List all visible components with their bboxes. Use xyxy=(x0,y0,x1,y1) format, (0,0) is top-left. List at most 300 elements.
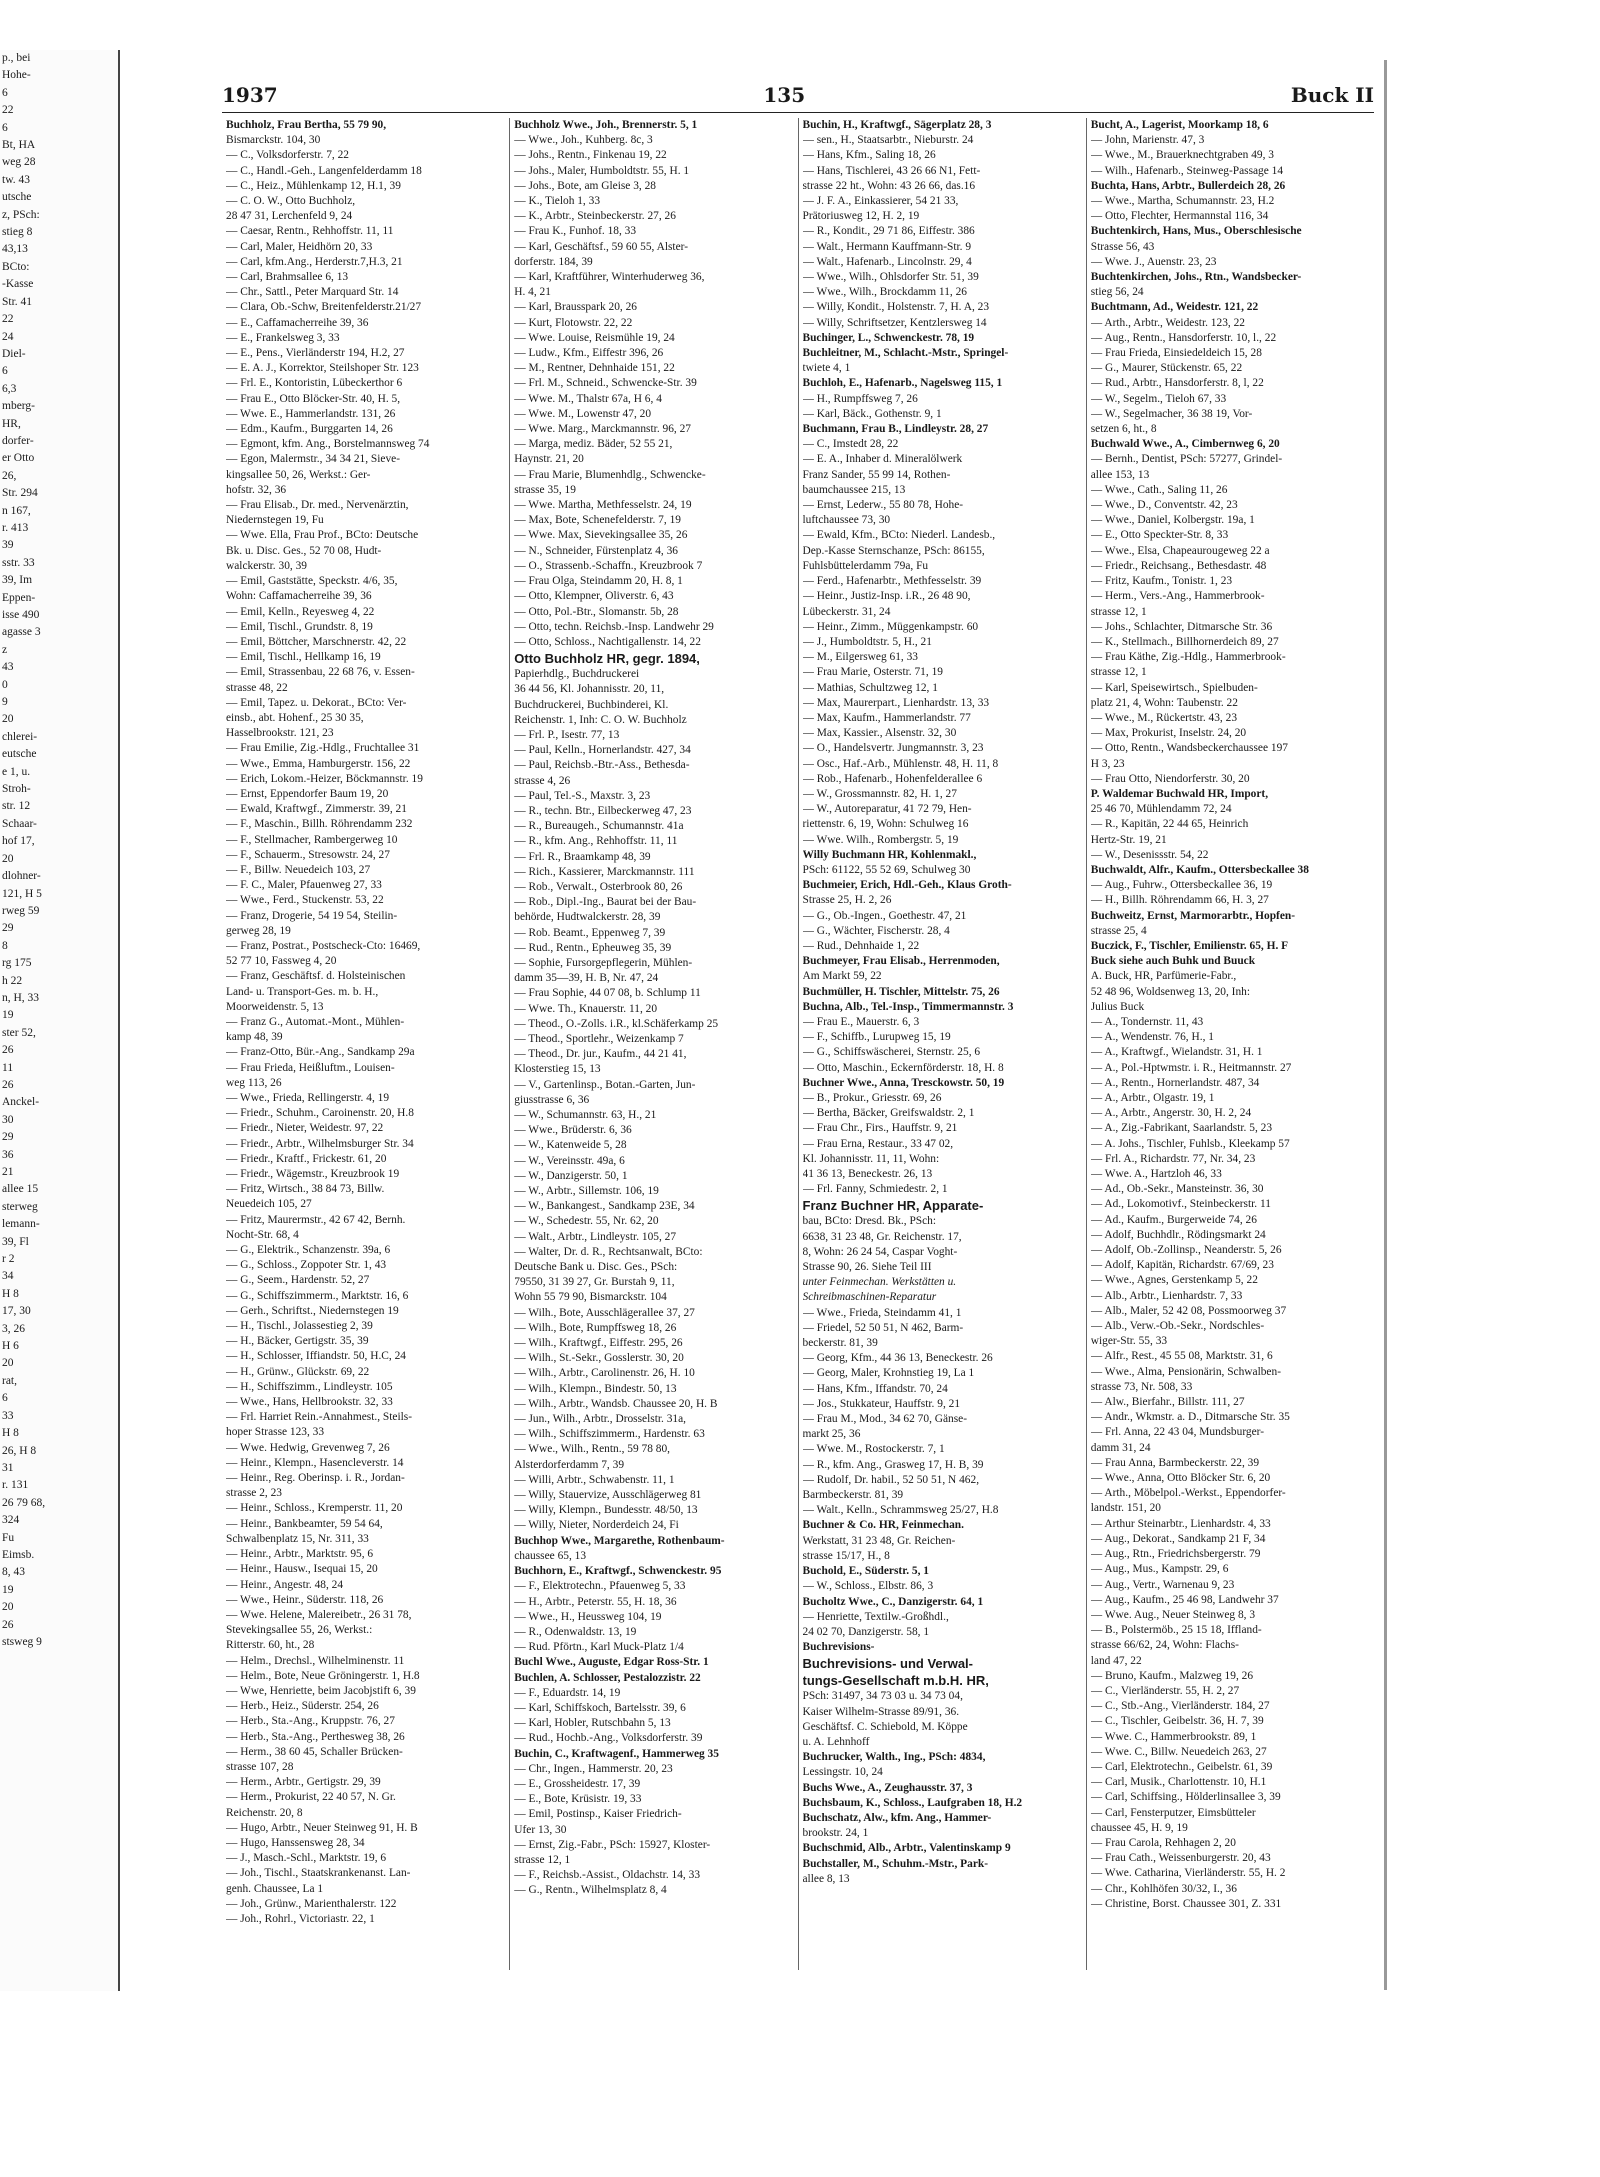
directory-entry: — Alb., Arbtr., Lienhardstr. 7, 33 xyxy=(1090,1289,1243,1302)
directory-entry: strasse 107, 28 xyxy=(226,1760,294,1773)
directory-entry: u. A. Lehnhoff xyxy=(802,1735,870,1748)
gutter-fragment: e 1, u. xyxy=(2,765,31,778)
directory-entry: — Carl, Maler, Heidhörn 20, 33 xyxy=(226,240,373,253)
directory-entry: — Carl, Brahmsallee 6, 13 xyxy=(226,271,349,284)
directory-entry: — Otto, techn. Reichsb.-Insp. Landwehr 29 xyxy=(514,620,714,633)
directory-entry: — Wwe. Martha, Methfesselstr. 24, 19 xyxy=(514,499,692,512)
directory-entry: — C. O. W., Otto Buchholz, xyxy=(226,195,356,208)
directory-entry: — Wilh., St.-Sekr., Gosslerstr. 30, 20 xyxy=(514,1352,684,1365)
directory-entry: — Wwe. J., Auenstr. 23, 23 xyxy=(1090,255,1217,268)
directory-entry: 28 47 31, Lerchenfeld 9, 24 xyxy=(226,210,353,223)
directory-entry: — V., Gartenlinsp., Botan.-Garten, Jun- xyxy=(514,1078,696,1091)
directory-entry: — Hans, Tischlerei, 43 26 66 N1, Fett- xyxy=(802,164,981,177)
directory-entry: — C., Volksdorferstr. 7, 22 xyxy=(226,149,349,162)
gutter-fragment: stsweg 9 xyxy=(2,1635,42,1648)
directory-entry: strasse 15/17, H., 8 xyxy=(802,1549,890,1562)
directory-entry: strasse 73, Nr. 508, 33 xyxy=(1090,1380,1193,1393)
directory-entry: strasse 66/62, 24, Wohn: Flachs- xyxy=(1090,1639,1239,1652)
directory-entry: setzen 6, ht., 8 xyxy=(1090,423,1157,436)
directory-entry: — Wwe., D., Conventstr. 42, 23 xyxy=(1090,499,1238,512)
gutter-fragment: mberg- xyxy=(2,400,36,413)
directory-entry: 6638, 31 23 48, Gr. Reichenstr. 17, xyxy=(802,1230,962,1243)
directory-entry: — Ad., Ob.-Sekr., Mansteinstr. 36, 30 xyxy=(1090,1183,1264,1196)
directory-entry: — Wwe., H., Heussweg 104, 19 xyxy=(514,1610,662,1623)
directory-entry: Buchner Wwe., Anna, Tresckowstr. 50, 19 xyxy=(802,1076,1005,1089)
directory-entry: — G., Schloss., Zoppoter Str. 1, 43 xyxy=(226,1259,387,1272)
directory-entry: Buchlen, A. Schlosser, Pestalozzistr. 22 xyxy=(514,1671,701,1684)
directory-entry: — G., Maurer, Stückenstr. 65, 22 xyxy=(1090,362,1243,375)
directory-entry: — Emil, Tapez. u. Dekorat., BCto: Ver- xyxy=(226,696,407,709)
directory-entry: bau, BCto: Dresd. Bk., PSch: xyxy=(802,1215,937,1228)
directory-entry: — Aug., Dekorat., Sandkamp 21 F, 34 xyxy=(1090,1532,1266,1545)
directory-entry: — Alb., Verw.-Ob.-Sekr., Nordschles- xyxy=(1090,1320,1265,1333)
directory-entry: — Ernst, Eppendorfer Baum 19, 20 xyxy=(226,787,389,800)
directory-entry: — Herb., Heiz., Süderstr. 254, 26 xyxy=(226,1700,379,1713)
gutter-fragment: n, H, 33 xyxy=(2,991,40,1004)
directory-entry: Papierhdlg., Buchdruckerei xyxy=(514,668,640,681)
directory-entry: — A., Kraftwgf., Wielandstr. 31, H. 1 xyxy=(1090,1046,1263,1059)
gutter-fragment: Eimsb. xyxy=(2,1548,35,1561)
directory-entry: — Egon, Malermstr., 34 34 21, Sieve- xyxy=(226,453,401,466)
directory-entry: Otto Buchholz HR, gegr. 1894, xyxy=(514,651,700,667)
directory-entry: — E. A. J., Korrektor, Steilshoper Str. 123 xyxy=(226,362,419,375)
directory-entry: Buchhorn, E., Kraftwgf., Schwenckestr. 95 xyxy=(514,1565,722,1578)
gutter-fragment: 31 xyxy=(2,1461,14,1474)
directory-entry: Dep.-Kasse Sternschanze, PSch: 86155, xyxy=(802,544,985,557)
directory-entry: — Wwe., Elsa, Chapeaurougeweg 22 a xyxy=(1090,544,1270,557)
directory-entry: — Ferd., Hafenarbtr., Methfesselstr. 39 xyxy=(802,575,982,588)
directory-entry: — Wwe., Wilh., Brockdamm 11, 26 xyxy=(802,286,967,299)
column-3 xyxy=(798,118,1086,1970)
directory-entry: Buchmüller, H. Tischler, Mittelstr. 75, 26 xyxy=(802,985,1000,998)
directory-entry: — W., Desenissstr. 54, 22 xyxy=(1090,848,1209,861)
directory-entry: — Theod., Dr. jur., Kaufm., 44 21 41, xyxy=(514,1048,687,1061)
directory-entry: — Erich, Lokom.-Heizer, Böckmannstr. 19 xyxy=(226,772,423,785)
directory-entry: — C., Imstedt 28, 22 xyxy=(802,438,899,451)
directory-entry: strasse 2, 23 xyxy=(226,1487,282,1500)
directory-entry: — Walt., Arbtr., Lindleystr. 105, 27 xyxy=(514,1230,677,1243)
directory-entry: — A., Rentn., Hornerlandstr. 487, 34 xyxy=(1090,1076,1260,1089)
directory-entry: — Wwe., Frieda, Steindamm 41, 1 xyxy=(802,1306,962,1319)
directory-entry: — Wwe., Wilh., Ohlsdorfer Str. 51, 39 xyxy=(802,271,979,284)
directory-entry: — Frau M., Mod., 34 62 70, Gänse- xyxy=(802,1413,968,1426)
directory-entry: — Frau Sophie, 44 07 08, b. Schlump 11 xyxy=(514,987,701,1000)
directory-entry: Am Markt 59, 22 xyxy=(802,970,882,983)
gutter-fragment: utsche xyxy=(2,191,32,204)
directory-entry: allee 8, 13 xyxy=(802,1872,850,1885)
directory-entry: Buchschmid, Alb., Arbtr., Valentinskamp 9 xyxy=(802,1842,1011,1855)
gutter-fragment: 20 xyxy=(2,852,14,865)
directory-entry: — Edm., Kaufm., Burggarten 14, 26 xyxy=(226,423,393,436)
directory-entry: — Adolf, Kapitän, Richardstr. 67/69, 23 xyxy=(1090,1259,1274,1272)
directory-entry: — Frl. R., Braamkamp 48, 39 xyxy=(514,850,651,863)
directory-entry: — Bertha, Bäcker, Greifswaldstr. 2, 1 xyxy=(802,1107,975,1120)
directory-entry: — Heinr., Zimm., Müggenkampstr. 60 xyxy=(802,620,979,633)
gutter-fragment: 6 xyxy=(2,121,8,134)
directory-entry: — F., Billw. Neuedeich 103, 27 xyxy=(226,863,371,876)
directory-entry: Buchs Wwe., A., Zeughausstr. 37, 3 xyxy=(802,1781,973,1794)
gutter-fragment: z xyxy=(2,643,8,656)
gutter-fragment: chlerei- xyxy=(2,730,38,743)
directory-entry: — Franz, Geschäftsf. d. Holsteinischen xyxy=(226,970,406,983)
directory-entry: giusstrasse 6, 36 xyxy=(514,1093,590,1106)
gutter-fragment: 19 xyxy=(2,1009,14,1022)
directory-entry: — F., Schiffb., Lurupweg 15, 19 xyxy=(802,1031,951,1044)
directory-entry: — R., Kondit., 29 71 86, Eiffestr. 386 xyxy=(802,225,975,238)
directory-entry: — Chr., Kohlhöfen 30/32, I., 36 xyxy=(1090,1882,1237,1895)
directory-entry: — Paul, Tel.-S., Maxstr. 3, 23 xyxy=(514,789,651,802)
directory-entry: — F., Maschin., Billh. Röhrendamm 232 xyxy=(226,818,413,831)
directory-entry: — Frau Elisab., Dr. med., Nervenärztin, xyxy=(226,499,409,512)
directory-entry: twiete 4, 1 xyxy=(802,362,851,375)
directory-entry: — C., Tischler, Geibelstr. 36, H. 7, 39 xyxy=(1090,1715,1264,1728)
directory-entry: Buchtmann, Ad., Weidestr. 121, 22 xyxy=(1090,301,1259,314)
directory-entry: — Emil, Postinsp., Kaiser Friedrich- xyxy=(514,1808,682,1821)
directory-entry: — Frl. Anna, 22 43 04, Mundsburger- xyxy=(1090,1426,1265,1439)
directory-entry: — Wwe., Frieda, Rellingerstr. 4, 19 xyxy=(226,1092,390,1104)
directory-entry: — Wwe, Henriette, beim Jacobjstift 6, 39 xyxy=(226,1684,416,1697)
directory-entry: — Wilh., Arbtr., Wandsb. Chaussee 20, H. B xyxy=(514,1397,718,1410)
directory-entry: — Wwe. M., Lowenstr 47, 20 xyxy=(514,407,652,420)
directory-entry: Buchmeier, Erich, Hdl.-Geh., Klaus Groth- xyxy=(802,879,1012,892)
directory-entry: — Friedr., Wägemstr., Kreuzbrook 19 xyxy=(226,1168,400,1181)
directory-entry: kamp 48, 39 xyxy=(226,1031,283,1044)
gutter-fragment: 6 xyxy=(2,86,8,99)
directory-entry: — Paul, Kelln., Hornerlandstr. 427, 34 xyxy=(514,744,691,757)
directory-entry: — Wwe. Wilh., Rombergstr. 5, 19 xyxy=(802,833,959,846)
directory-entry: hofstr. 32, 36 xyxy=(226,483,287,496)
directory-entry: — Heinr., Hausw., Isequai 15, 20 xyxy=(226,1563,378,1576)
directory-entry: strasse 48, 22 xyxy=(226,681,288,694)
directory-entry: Alsterdorferdamm 7, 39 xyxy=(514,1458,625,1471)
gutter-fragment: r. 131 xyxy=(2,1479,29,1492)
directory-entry: — Wilh., Schiffszimmerm., Hardenstr. 63 xyxy=(514,1428,705,1441)
directory-entry: — W., Schumannstr. 63, H., 21 xyxy=(514,1109,657,1121)
directory-entry: — Osc., Haf.-Arb., Mühlenstr. 48, H. 11, 8 xyxy=(802,757,999,770)
directory-entry: — Max, Prokurist, Inselstr. 24, 20 xyxy=(1090,727,1247,740)
gutter-fragment: 39, Fl xyxy=(2,1235,29,1248)
directory-entry: — Georg, Maler, Krohnstieg 19, La 1 xyxy=(802,1367,975,1380)
directory-entry: Strasse 56, 43 xyxy=(1090,240,1155,253)
directory-entry: — Wwe., Anna, Otto Blöcker Str. 6, 20 xyxy=(1090,1472,1271,1485)
directory-entry: — Wwe., Heinr., Süderstr. 118, 26 xyxy=(226,1593,384,1606)
gutter-fragment: r. 413 xyxy=(2,521,29,534)
directory-entry: — Karl, Brausspark 20, 26 xyxy=(514,301,637,314)
directory-entry: — Bernh., Dentist, PSch: 57277, Grindel- xyxy=(1090,453,1283,466)
directory-entry: — Friedr., Reichsang., Bethesdastr. 48 xyxy=(1090,559,1267,572)
directory-entry: — G., Schiffswäscherei, Sternstr. 25, 6 xyxy=(802,1046,981,1059)
gutter-fragment: Diel- xyxy=(2,347,26,360)
directory-entry: Prätoriusweg 12, H. 2, 19 xyxy=(802,210,920,223)
directory-entry: Buchrevisions- und Verwal- xyxy=(802,1656,973,1672)
directory-entry: — Fritz, Kaufm., Tonistr. 1, 23 xyxy=(1090,575,1233,588)
directory-entry: — M., Eilgersweg 61, 33 xyxy=(802,651,918,664)
directory-entry: — Wwe., Alma, Pensionärin, Schwalben- xyxy=(1090,1365,1281,1378)
directory-entry: — W., Segelmacher, 36 38 19, Vor- xyxy=(1090,407,1253,420)
directory-entry: — K., Stellmach., Billhornerdeich 89, 27 xyxy=(1090,635,1279,648)
directory-entry: — Frau Marie, Osterstr. 71, 19 xyxy=(802,666,943,679)
directory-entry: — Aug., Rentn., Hansdorferstr. 10, l., 22 xyxy=(1090,331,1277,344)
gutter-fragment: 6 xyxy=(2,1392,8,1405)
directory-entry: — Willy, Schriftsetzer, Kentzlersweg 14 xyxy=(802,316,987,329)
directory-entry: — Caesar, Rentn., Rehhoffstr. 11, 11 xyxy=(226,225,394,238)
directory-entry: — A. Johs., Tischler, Fuhlsb., Kleekamp 57 xyxy=(1090,1137,1290,1150)
directory-entry: — B., Prokur., Griesstr. 69, 26 xyxy=(802,1092,942,1104)
directory-entry: — Wwe., Martha, Schumannstr. 23, H.2 xyxy=(1090,195,1275,208)
gutter-fragment: rweg 59 xyxy=(2,904,40,917)
gutter-fragment: n 167, xyxy=(2,504,31,517)
directory-entry: — Arthur Steinarbtr., Lienhardstr. 4, 33 xyxy=(1090,1517,1271,1530)
directory-entry: strasse 12, 1 xyxy=(1090,666,1147,679)
directory-entry: — Frau Frieda, Heißluftm., Louisen- xyxy=(226,1061,395,1074)
directory-entry: — Walt., Kelln., Schrammsweg 25/27, H.8 xyxy=(802,1504,999,1517)
directory-entry: — Rud. Pförtn., Karl Muck-Platz 1/4 xyxy=(514,1641,684,1654)
directory-entry: — Heinr., Reg. Oberinsp. i. R., Jordan- xyxy=(226,1472,405,1485)
directory-entry: Buchmann, Frau B., Lindleystr. 28, 27 xyxy=(802,423,989,436)
directory-entry: — John, Marienstr. 47, 3 xyxy=(1090,134,1205,147)
directory-entry: 52 48 96, Woldsenweg 13, 20, Inh: xyxy=(1090,985,1251,998)
gutter-fragment: eutsche xyxy=(2,748,37,761)
directory-entry: Kaiser Wilhelm-Strasse 89/91, 36. xyxy=(802,1705,960,1718)
gutter-fragment: ster 52, xyxy=(2,1026,36,1039)
gutter-fragment: Eppen- xyxy=(2,591,36,604)
directory-entry: — Wwe. Ella, Frau Prof., BCto: Deutsche xyxy=(226,529,419,542)
directory-entry: — Franz, Postrat., Postscheck-Cto: 16469, xyxy=(226,939,421,952)
directory-entry: Willy Buchmann HR, Kohlenmakl., xyxy=(802,848,977,861)
gutter-fragment: dlohner- xyxy=(2,870,41,883)
gutter-fragment: h 22 xyxy=(2,974,23,987)
gutter-fragment: 6,3 xyxy=(2,382,17,395)
directory-entry: — Herm., 38 60 45, Schaller Brücken- xyxy=(226,1745,403,1758)
directory-entry: — Willy, Stauervize, Ausschlägerweg 81 xyxy=(514,1489,702,1502)
directory-entry: — E., Caffamacherreihe 39, 36 xyxy=(226,316,369,329)
gutter-fragment: agasse 3 xyxy=(2,626,41,639)
directory-entry: — Max, Kassier., Alsenstr. 32, 30 xyxy=(802,727,957,740)
directory-entry: — G., Ob.-Ingen., Goethestr. 47, 21 xyxy=(802,909,967,922)
directory-entry: — Frau Carola, Rehhagen 2, 20 xyxy=(1090,1836,1236,1849)
directory-entry: Buchwald Wwe., A., Cimbernweg 6, 20 xyxy=(1090,438,1280,451)
directory-entry: chaussee 45, H. 9, 19 xyxy=(1090,1821,1188,1834)
directory-entry: — Frl. P., Isestr. 77, 13 xyxy=(514,728,620,741)
directory-entry: — Mathias, Schultzweg 12, 1 xyxy=(802,681,938,694)
directory-entry: strasse 12, 1 xyxy=(1090,605,1147,618)
gutter-fragment: 39, Im xyxy=(2,574,33,587)
directory-entry: Klosterstieg 15, 13 xyxy=(514,1063,601,1076)
directory-entry: — J. F. A., Einkassierer, 54 21 33, xyxy=(802,195,959,208)
directory-entry: — Friedr., Kraftf., Frickestr. 61, 20 xyxy=(226,1152,387,1165)
directory-entry: — Frl. Harriet Rein.-Annahmest., Steils- xyxy=(226,1411,413,1424)
directory-entry: — Wilh., Hafenarb., Steinweg-Passage 14 xyxy=(1090,164,1284,177)
directory-entry: — Joh., Tischl., Staatskrankenanst. Lan- xyxy=(226,1867,411,1880)
directory-entry: — R., Bureaugeh., Schumannstr. 41a xyxy=(514,820,684,833)
directory-entry: — Friedr., Nieter, Weidestr. 97, 22 xyxy=(226,1122,384,1135)
directory-entry: — Frl. Fanny, Schmiedestr. 2, 1 xyxy=(802,1183,948,1196)
directory-entry: — Otto, Pol.-Btr., Slomanstr. 5b, 28 xyxy=(514,605,679,618)
directory-entry: — Helm., Drechsl., Wilhelminenstr. 11 xyxy=(226,1654,405,1667)
directory-entry: — Kurt, Flotowstr. 22, 22 xyxy=(514,316,633,329)
directory-entry: Lübeckerstr. 31, 24 xyxy=(802,605,891,618)
directory-entry: unter Feinmechan. Werkstätten u. xyxy=(802,1276,957,1289)
directory-entry: — Otto, Rentn., Wandsbeckerchaussee 197 xyxy=(1090,742,1288,755)
directory-entry: strasse 25, 4 xyxy=(1090,924,1147,937)
directory-entry: strasse 12, 1 xyxy=(514,1853,571,1866)
directory-entry: — Walt., Hafenarb., Lincolnstr. 29, 4 xyxy=(802,255,972,268)
directory-entry: — Frau Olga, Steindamm 20, H. 8, 1 xyxy=(514,575,683,588)
directory-entry: Hertz-Str. 19, 21 xyxy=(1090,833,1167,846)
directory-entry: — Christine, Borst. Chaussee 301, Z. 331 xyxy=(1090,1897,1282,1910)
directory-entry: platz 21, 4, Wohn: Taubenstr. 22 xyxy=(1090,696,1238,709)
directory-entry: — Wwe. Hedwig, Grevenweg 7, 26 xyxy=(226,1441,390,1454)
directory-entry: — H., Tischl., Jolassestieg 2, 39 xyxy=(226,1320,373,1333)
directory-entry: Buchner & Co. HR, Feinmechan. xyxy=(802,1519,964,1532)
directory-entry: Bucht, A., Lagerist, Moorkamp 18, 6 xyxy=(1090,119,1269,131)
directory-entry: — J., Humboldtstr. 5, H., 21 xyxy=(802,635,932,648)
directory-entry: strasse 35, 19 xyxy=(514,483,576,496)
directory-entry: — Carl, kfm.Ang., Herderstr.7,H.3, 21 xyxy=(226,255,403,268)
gutter-fragment: p., bei xyxy=(2,52,31,64)
directory-entry: — Adolf, Buchhdlr., Rödingsmarkt 24 xyxy=(1090,1228,1266,1241)
directory-entry: — Aug., Mus., Kampstr. 29, 6 xyxy=(1090,1563,1229,1576)
directory-entry: — Wwe. M., Rostockerstr. 7, 1 xyxy=(802,1443,945,1456)
gutter-fragment: tw. 43 xyxy=(2,173,31,186)
directory-entry: — F. C., Maler, Pfauenweg 27, 33 xyxy=(226,879,382,892)
directory-entry: — Otto, Schloss., Nachtigallenstr. 14, 22 xyxy=(514,635,701,648)
directory-entry: Hasselbrookstr. 121, 23 xyxy=(226,727,334,740)
directory-entry: — Arth., Möbelpol.-Werkst., Eppendorfer- xyxy=(1090,1487,1286,1500)
directory-entry: einsb., abt. Hohenf., 25 30 35, xyxy=(226,711,364,724)
directory-entry: — Wwe., M., Brauerknechtgraben 49, 3 xyxy=(1090,149,1275,162)
gutter-fragment: Schaar- xyxy=(2,817,37,830)
directory-entry: — W., Grossmannstr. 82, H. 1, 27 xyxy=(802,787,957,800)
gutter-fragment: 20 xyxy=(2,1357,14,1370)
directory-entry: Wohn: Caffamacherreihe 39, 36 xyxy=(226,590,372,603)
directory-entry: — Sophie, Fursorgepflegerin, Mühlen- xyxy=(514,956,693,969)
directory-entry: Bk. u. Disc. Ges., 52 70 08, Hudt- xyxy=(226,544,382,557)
directory-entry: — Frau Anna, Barmbeckerstr. 22, 39 xyxy=(1090,1456,1260,1469)
directory-entry: Buchstaller, M., Schuhm.-Mstr., Park- xyxy=(802,1857,989,1870)
directory-entry: — Rob., Dipl.-Ing., Baurat bei der Bau- xyxy=(514,896,697,909)
directory-entry: — B., Polstermöb., 25 15 18, Iffland- xyxy=(1090,1624,1262,1637)
gutter-fragment: 11 xyxy=(2,1061,14,1074)
gutter-fragment: r 2 xyxy=(2,1253,15,1266)
gutter-fragment: rg 175 xyxy=(2,957,32,970)
directory-entry: — Ad., Lokomotivf., Steinbeckerstr. 11 xyxy=(1090,1198,1271,1211)
directory-entry: Neuedeich 105, 27 xyxy=(226,1198,312,1211)
directory-entry: — Willi, Arbtr., Schwabenstr. 11, 1 xyxy=(514,1473,675,1486)
gutter-fragment: 36 xyxy=(2,1148,14,1161)
directory-entry: — Frau Marie, Blumenhdlg., Schwencke- xyxy=(514,468,706,481)
directory-entry: — Willy, Nieter, Norderdeich 24, Fi xyxy=(514,1519,679,1532)
directory-entry: — Herb., Sta.-Ang., Perthesweg 38, 26 xyxy=(226,1730,405,1743)
directory-entry: — F., Schauerm., Stresowstr. 24, 27 xyxy=(226,848,390,861)
directory-entry: — M., Rentner, Dehnhaide 151, 22 xyxy=(514,362,675,375)
directory-entry: — Rich., Kassierer, Marckmannstr. 111 xyxy=(514,865,695,878)
directory-entry: — Karl, Bäck., Gothenstr. 9, 1 xyxy=(802,407,942,420)
gutter-fragment: -Kasse xyxy=(2,278,34,291)
directory-entry: — Franz-Otto, Bür.-Ang., Sandkamp 29a xyxy=(226,1046,415,1059)
directory-entry: — Wwe., M., Rückertstr. 43, 23 xyxy=(1090,711,1238,724)
directory-entry: strasse 4, 26 xyxy=(514,774,571,787)
directory-entry: — Heinr., Angestr. 48, 24 xyxy=(226,1578,344,1591)
directory-entry: Buchta, Hans, Arbtr., Bullerdeich 28, 26 xyxy=(1090,179,1286,192)
directory-entry: Buczick, F., Tischler, Emilienstr. 65, H. F xyxy=(1090,939,1289,952)
directory-entry: — Carl, Elektrotechn., Geibelstr. 61, 39 xyxy=(1090,1760,1273,1773)
directory-entry: Buchmeyer, Frau Elisab., Herrenmoden, xyxy=(802,955,1000,968)
directory-entry: — Hugo, Arbtr., Neuer Steinweg 91, H. B xyxy=(226,1821,418,1834)
directory-entry: — Carl, Schiffsing., Hölderlinsallee 3, 39 xyxy=(1090,1791,1281,1804)
directory-entry: — Wwe. Helene, Malereibetr., 26 31 78, xyxy=(226,1608,412,1621)
directory-entry: — Aug., Rtn., Friedrichsbergerstr. 79 xyxy=(1090,1548,1261,1561)
directory-entry: 41 36 13, Beneckestr. 26, 13 xyxy=(802,1168,933,1181)
directory-entry: Buchhop Wwe., Margarethe, Rothenbaum- xyxy=(514,1534,725,1547)
gutter-fragment: 43 xyxy=(2,661,14,674)
directory-entry: — R., techn. Btr., Eilbeckerweg 47, 23 xyxy=(514,804,692,817)
directory-entry: — Wwe. Louise, Reismühle 19, 24 xyxy=(514,331,675,344)
directory-entry: — Frau E., Mauerstr. 6, 3 xyxy=(802,1015,920,1028)
directory-entry: — Walt., Hermann Kauffmann-Str. 9 xyxy=(802,240,972,253)
directory-entry: Buchdruckerei, Buchbinderei, Kl. xyxy=(514,698,669,711)
directory-entry: — A., Arbtr., Angerstr. 30, H. 2, 24 xyxy=(1090,1107,1252,1120)
directory-entry: — H., Grünw., Glückstr. 69, 22 xyxy=(226,1365,370,1378)
gutter-fragment: 26, H 8 xyxy=(2,1444,37,1457)
directory-entry: — Emil, Strassenbau, 22 68 76, v. Essen- xyxy=(226,666,415,679)
directory-entry: Buchholz Wwe., Joh., Brennerstr. 5, 1 xyxy=(514,119,698,131)
directory-entry: — A., Pol.-Hptwmstr. i. R., Heitmannstr. 27 xyxy=(1090,1061,1292,1074)
directory-entry: — Herb., Sta.-Ang., Kruppstr. 76, 27 xyxy=(226,1715,395,1728)
directory-entry: Julius Buck xyxy=(1090,1000,1145,1013)
directory-entry: — H., Schlosser, Iffiandstr. 50, H.C, 24 xyxy=(226,1350,406,1363)
directory-entry: behörde, Hudtwalckerstr. 28, 39 xyxy=(514,911,661,924)
directory-entry: 24 02 70, Danzigerstr. 58, 1 xyxy=(802,1625,930,1638)
directory-entry: — Theod., O.-Zolls. i.R., kl.Schäferkamp 25 xyxy=(514,1017,719,1030)
directory-entry: — Friedr., Schuhm., Caroinenstr. 20, H.8 xyxy=(226,1107,414,1120)
directory-entry: P. Waldemar Buchwald HR, Import, xyxy=(1090,787,1269,800)
directory-entry: — Wwe. Catharina, Vierländerstr. 55, H. 2 xyxy=(1090,1867,1286,1880)
directory-entry: — Arth., Arbtr., Weidestr. 123, 22 xyxy=(1090,316,1245,329)
gutter-fragment: Str. 41 xyxy=(2,295,33,308)
directory-entry: Barmbeckerstr. 81, 39 xyxy=(802,1489,904,1502)
gutter-fragment: er Otto xyxy=(2,452,35,465)
directory-entry: — Wwe. Marg., Marckmannstr. 96, 27 xyxy=(514,423,691,436)
gutter-fragment: 26 79 68, xyxy=(2,1496,46,1509)
directory-entry: — Ewald, Kfm., BCto: Niederl. Landesb., xyxy=(802,529,996,542)
gutter-fragment: H 6 xyxy=(2,1340,19,1353)
directory-entry: — Wwe., Brüderstr. 6, 36 xyxy=(514,1124,632,1137)
gutter-fragment: 39 xyxy=(2,539,14,552)
directory-entry: land 47, 22 xyxy=(1090,1654,1142,1667)
directory-entry: — Wwe., Agnes, Gerstenkamp 5, 22 xyxy=(1090,1274,1258,1287)
directory-entry: — Emil, Tischl., Hellkamp 16, 19 xyxy=(226,651,381,664)
directory-entry: — G., Wächter, Fischerstr. 28, 4 xyxy=(802,924,950,937)
directory-page xyxy=(122,60,1387,1990)
directory-entry: — Emil, Tischl., Grundstr. 8, 19 xyxy=(226,620,373,633)
directory-entry: — Rud., Rentn., Epheuweg 35, 39 xyxy=(514,941,672,954)
directory-entry: — Wilh., Klempn., Bindestr. 50, 13 xyxy=(514,1382,677,1395)
directory-entry: — Chr., Ingen., Hammerstr. 20, 23 xyxy=(514,1762,673,1775)
directory-entry: Strasse 25, H. 2, 26 xyxy=(802,894,892,907)
directory-entry: markt 25, 36 xyxy=(802,1428,861,1441)
directory-entry: — Alw., Bierfahr., Billstr. 111, 27 xyxy=(1090,1396,1245,1409)
gutter-fragment: 21 xyxy=(2,1166,14,1178)
directory-entry: — Egmont, kfm. Ang., Borstelmannsweg 74 xyxy=(226,438,430,451)
directory-entry: Moorweidenstr. 5, 13 xyxy=(226,1000,324,1013)
directory-entry: — H., Bäcker, Gertigstr. 35, 39 xyxy=(226,1335,369,1348)
directory-entry: — Wwe., Emma, Hamburgerstr. 156, 22 xyxy=(226,757,411,770)
directory-entry: — R., Odenwaldstr. 13, 19 xyxy=(514,1625,637,1638)
directory-entry: — A., Tondernstr. 11, 43 xyxy=(1090,1015,1204,1028)
gutter-fragment: 33 xyxy=(2,1409,14,1422)
directory-entry: — Wwe. C., Hammerbrookstr. 89, 1 xyxy=(1090,1730,1257,1743)
